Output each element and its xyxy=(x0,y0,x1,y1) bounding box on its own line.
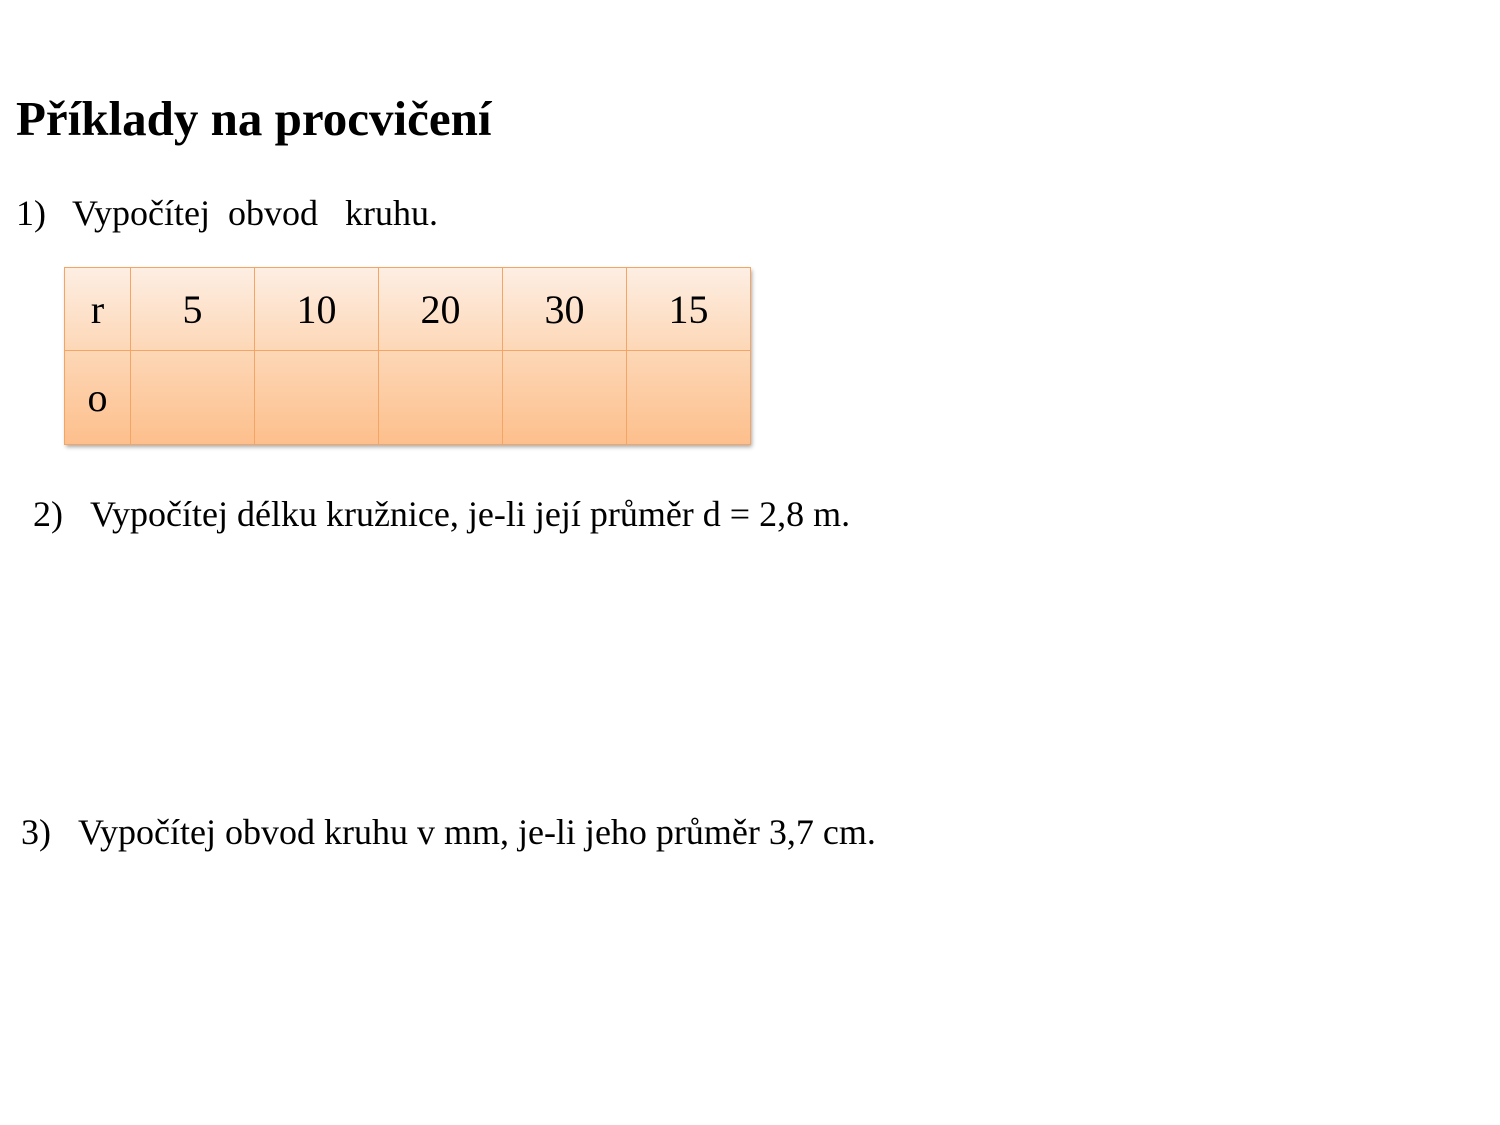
task-number: 2) xyxy=(33,494,63,534)
table-cell: 5 xyxy=(131,268,255,351)
task-text: Vypočítej obvod kruhu v mm, je-li jeho průměr 3,7 cm. xyxy=(78,812,876,852)
table-row-radius xyxy=(65,268,751,351)
table-cell-empty xyxy=(503,351,627,445)
table-cell-empty xyxy=(131,351,255,445)
table-cell-empty xyxy=(255,351,379,445)
table-cell-empty xyxy=(379,351,503,445)
table-cell: 15 xyxy=(627,268,751,351)
table-cell: 20 xyxy=(379,268,503,351)
task-3 xyxy=(21,813,876,853)
task-text: Vypočítej obvod kruhu. xyxy=(72,193,438,233)
task-number: 1) xyxy=(16,193,46,233)
page-title: Příklady na procvičení xyxy=(16,91,492,146)
task-2 xyxy=(33,495,850,535)
table-row-circumference xyxy=(65,351,751,445)
task-1 xyxy=(16,194,438,234)
task-text: Vypočítej délku kružnice, je-li její průměr d = 2,8 m. xyxy=(90,494,851,534)
task-number: 3) xyxy=(21,812,51,852)
circle-table xyxy=(64,267,751,445)
row-label-o: o xyxy=(65,351,131,445)
table-cell: 30 xyxy=(503,268,627,351)
table-cell: 10 xyxy=(255,268,379,351)
row-label-r: r xyxy=(65,268,131,351)
table-cell-empty xyxy=(627,351,751,445)
circle-table-container xyxy=(64,267,750,444)
